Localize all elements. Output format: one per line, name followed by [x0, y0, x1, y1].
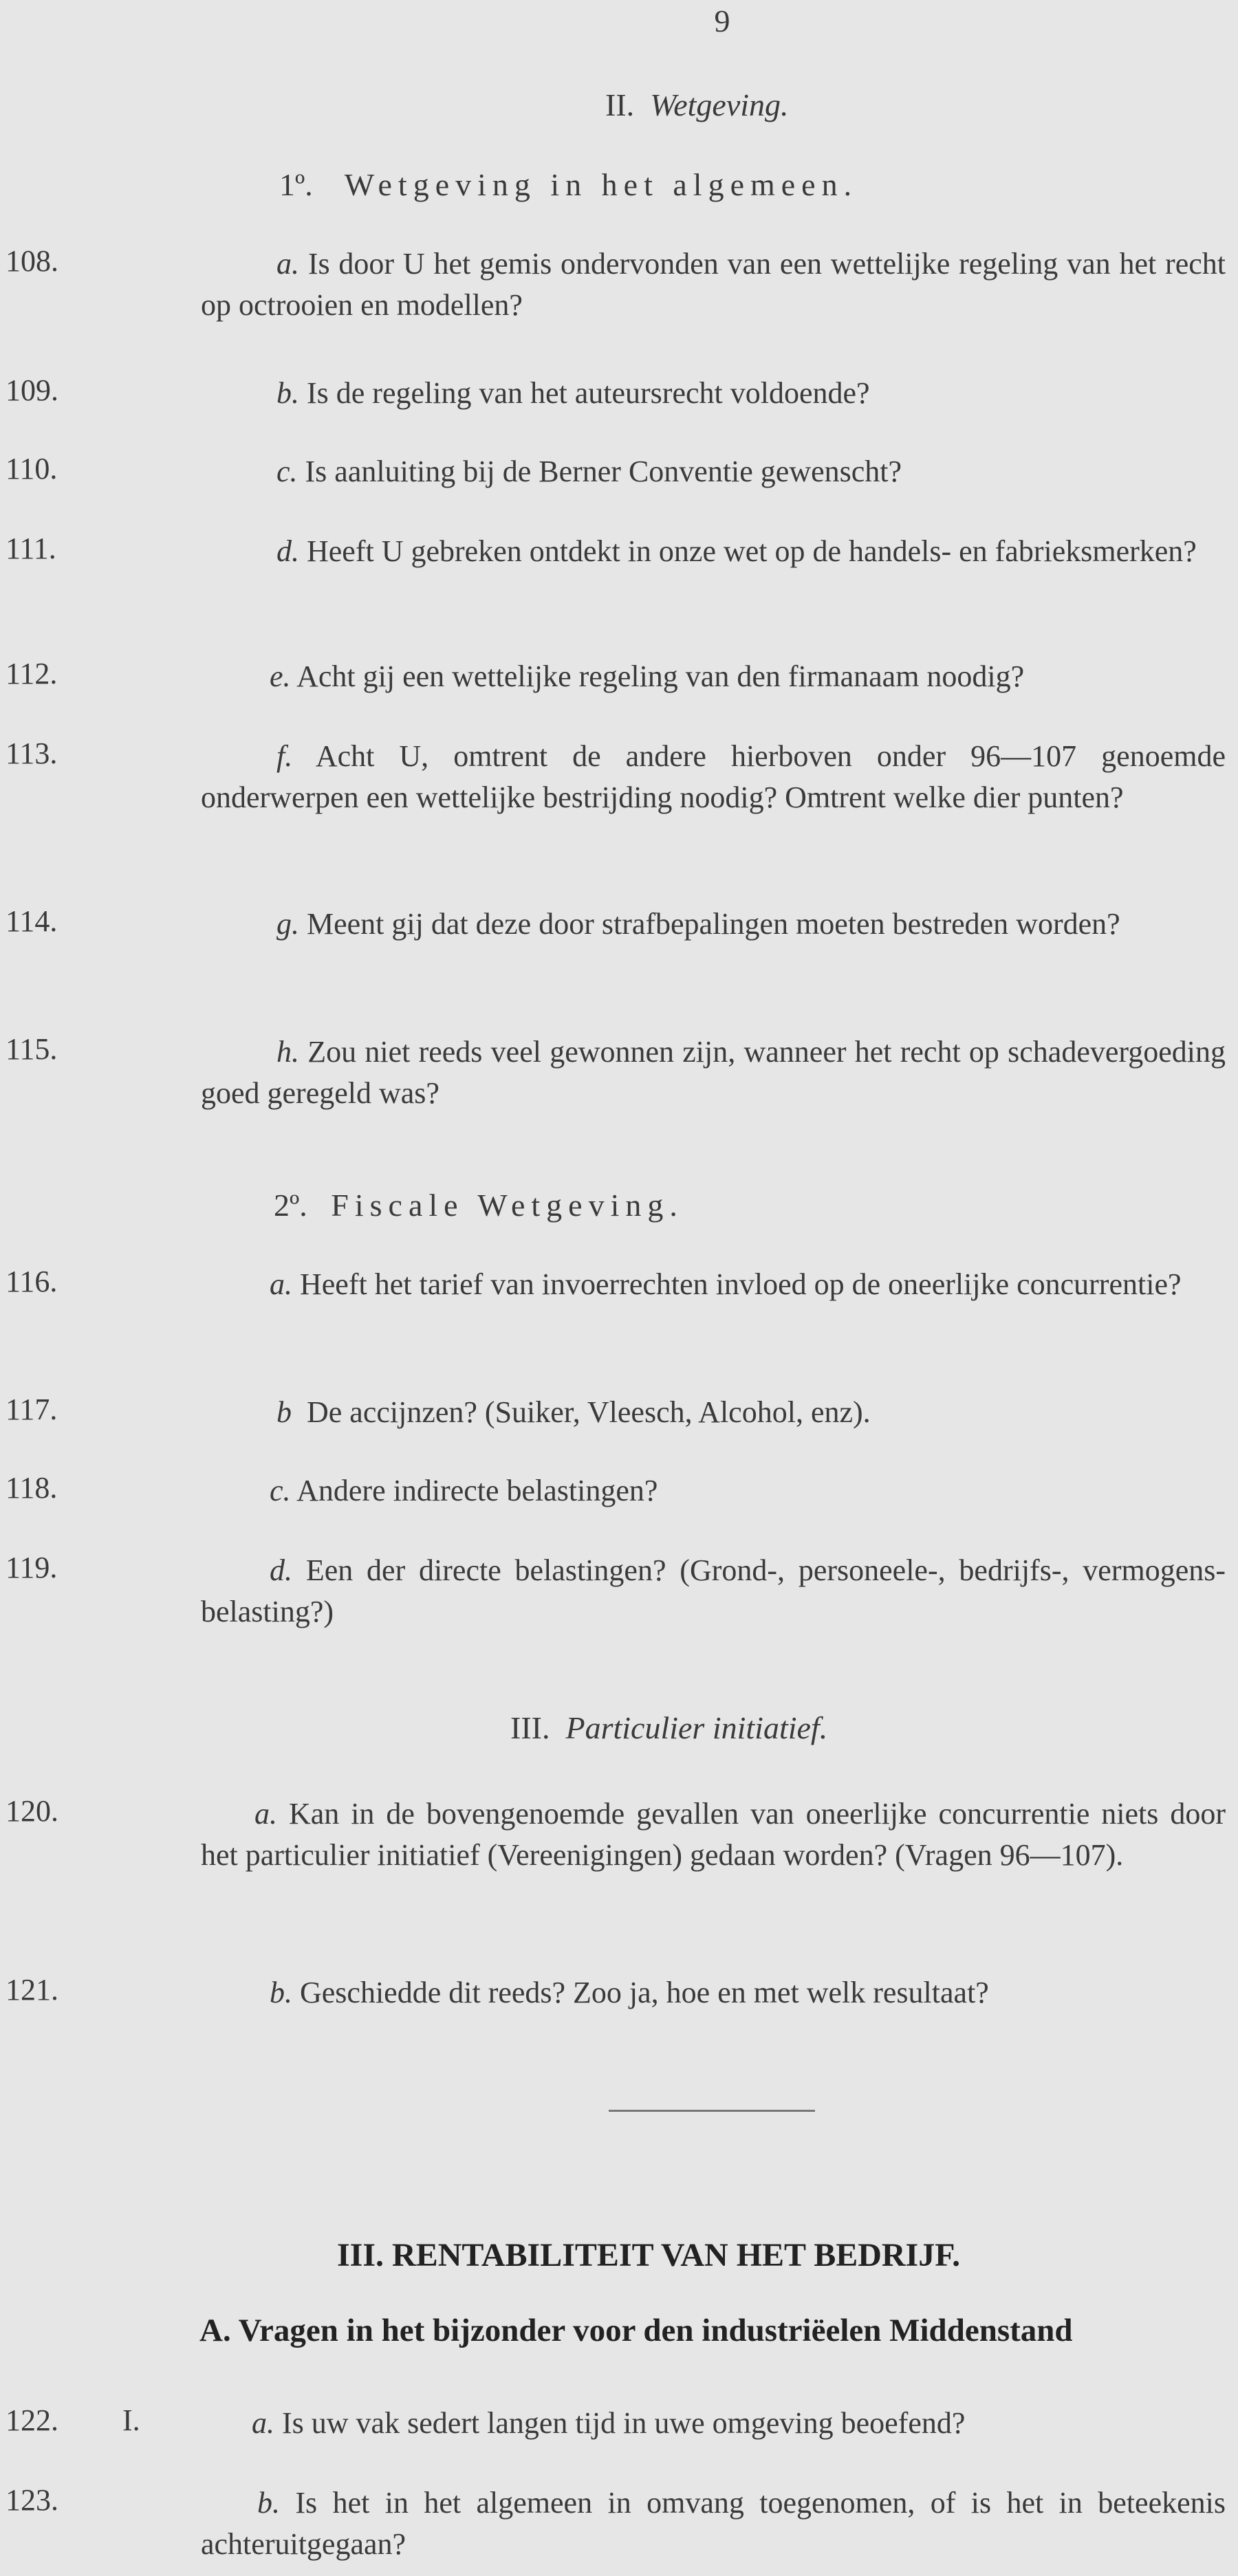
question-body: Is door U het gemis ondervonden van een wettelijke regeling van het recht op octrooien en modellen? [201, 247, 1226, 322]
question-text [201, 2482, 1226, 2565]
question-letter: c. [270, 1474, 291, 1507]
question-letter: g. [276, 907, 299, 941]
question-text [201, 1470, 1226, 1511]
question-letter: a. [276, 247, 299, 281]
question-letter: e. [270, 659, 291, 693]
question-body: Geschiedde dit reeds? Zoo ja, hoe en met welk resultaat? [300, 1976, 989, 2009]
question-letter: a. [252, 2406, 274, 2440]
question-number: 120. [6, 1794, 58, 1828]
question-text [201, 451, 1226, 492]
question-number: 113. [6, 736, 58, 770]
question-body: Andere indirecte belastingen? [296, 1474, 658, 1507]
section-numeral: II. [605, 87, 635, 122]
page-number: 9 [714, 3, 730, 39]
question-letter: b [276, 1395, 292, 1429]
section-numeral: III. [510, 1710, 550, 1745]
question-number: 115. [6, 1032, 58, 1066]
question-roman-numeral: I. [122, 2403, 140, 2437]
question-letter: f. [276, 739, 293, 773]
question-body: Is uw vak sedert langen tijd in uwe omgeving beoefend? [282, 2406, 966, 2440]
question-body: Kan in de bovengenoemde gevallen van oneerlijke concurrentie niets door het particulier initiatief (Vereenigingen) gedaan worden? (Vragen 96—107). [201, 1797, 1226, 1872]
question-text [201, 1264, 1226, 1305]
subsection-number: 2º. [274, 1188, 307, 1223]
question-text [201, 1972, 1226, 2013]
question-number: 111. [6, 532, 56, 565]
question-number: 112. [6, 657, 58, 690]
subsection-heading [274, 1187, 684, 1223]
question-letter: c. [276, 455, 298, 488]
question-text [201, 1550, 1226, 1633]
question-text [201, 373, 1226, 414]
subsection-title: Fiscale Wetgeving. [331, 1188, 684, 1223]
section-divider [609, 2110, 815, 2112]
question-number: 117. [6, 1393, 58, 1426]
question-text [201, 1032, 1226, 1114]
subsection-number: 1º. [279, 167, 313, 202]
question-body: Is de regeling van het auteursrecht voldoende? [307, 376, 870, 410]
question-body: Is het in het algemeen in omvang toegenomen, of is het in beteekenis achteruitgegaan? [201, 2486, 1226, 2561]
question-number: 121. [6, 1973, 58, 2007]
part-subheading: A. Vragen in het bijzonder voor den industriëelen Middenstand [199, 2313, 1073, 2348]
question-letter: a. [254, 1797, 277, 1831]
question-body: De accijnzen? (Suiker, Vleesch, Alcohol, enz). [307, 1395, 871, 1429]
question-text [201, 1793, 1226, 1876]
question-number: 114. [6, 904, 58, 938]
question-text [201, 736, 1226, 818]
question-letter: b. [270, 1976, 292, 2009]
section-heading [605, 87, 789, 123]
question-number: 110. [6, 452, 58, 485]
question-body: Heeft het tarief van invoerrechten invloed op de oneerlijke concurrentie? [300, 1267, 1182, 1301]
question-text [201, 656, 1226, 697]
question-number: 122. [6, 2403, 58, 2437]
question-body: Is aanluiting bij de Berner Conventie gewenscht? [305, 455, 902, 488]
question-number: 116. [6, 1265, 58, 1298]
question-body: Heeft U gebreken ontdekt in onze wet op de handels- en fabrieksmerken? [307, 534, 1197, 568]
subsection-title: Wetgeving in het algemeen. [344, 167, 858, 202]
question-text [201, 531, 1226, 572]
question-letter: a. [270, 1267, 292, 1301]
question-body: Zou niet reeds veel gewonnen zijn, wanneer het recht op schadevergoeding goed geregeld was? [201, 1035, 1226, 1110]
section-title: Particulier initiatief. [565, 1710, 828, 1745]
question-text [201, 904, 1226, 945]
question-body: Acht gij een wettelijke regeling van den firmanaam noodig? [296, 659, 1025, 693]
question-body: Meent gij dat deze door strafbepalingen moeten bestreden worden? [307, 907, 1120, 941]
subsection-heading [279, 166, 858, 203]
question-text [201, 243, 1226, 326]
question-body: Acht U, omtrent de andere hierboven onder 96—107 genoemde onderwerpen een wettelijke bestrijding noodig? Omtrent welke dier punten? [201, 739, 1226, 814]
question-letter: d. [276, 534, 299, 568]
question-number: 123. [6, 2483, 58, 2517]
question-body: Een der directe belastingen? (Grond-, personeele-, bedrijfs-, vermogens-belasting?) [201, 1553, 1226, 1628]
section-title: Wetgeving. [650, 87, 789, 122]
question-letter: b. [257, 2486, 280, 2520]
question-number: 109. [6, 373, 58, 407]
question-number: 119. [6, 1551, 58, 1584]
section-heading [510, 1710, 827, 1746]
question-letter: h. [276, 1035, 299, 1069]
question-text [201, 1392, 1226, 1433]
question-number: 118. [6, 1471, 58, 1505]
question-text [201, 2403, 1226, 2444]
question-letter: b. [276, 376, 299, 410]
question-number: 108. [6, 244, 58, 278]
part-heading: III. RENTABILITEIT VAN HET BEDRIJF. [337, 2237, 961, 2273]
question-letter: d. [270, 1553, 292, 1587]
